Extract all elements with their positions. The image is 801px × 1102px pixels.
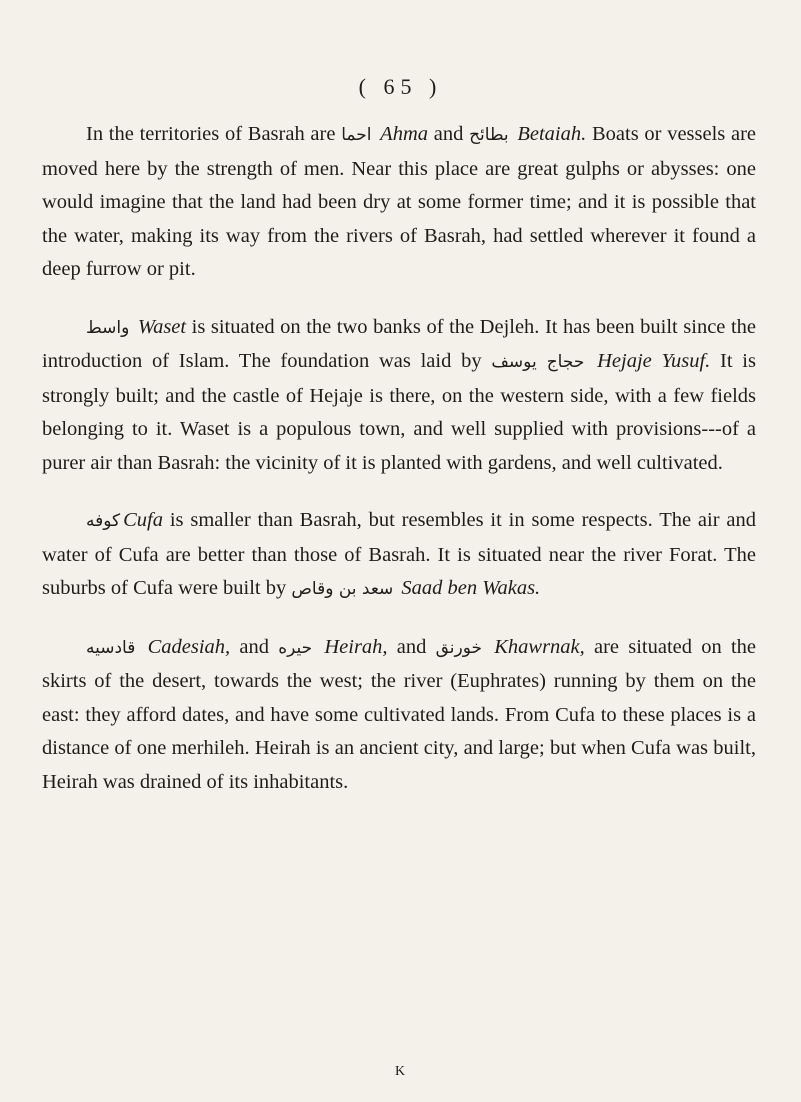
place-name-betaiah: Betaiah.	[517, 123, 587, 145]
text-run: and	[428, 123, 470, 145]
text-run: is smaller than Basrah, but resembles it in some respects. The air and water of Cufa are better than those of Basrah. It is situated near the river Forat. The suburbs of Cufa were built by	[42, 509, 756, 599]
paragraph-basrah-territories	[42, 118, 756, 287]
text-run: It is strongly built; and the castle of Hejaje is there, on the western side, with a few fields belonging to it. Waset is a populous town, and well supplied with provisions---of a purer air than Basrah: the vicinity of it is planted with gardens, and well cultivated.	[42, 350, 756, 474]
paragraph-waset	[42, 311, 756, 481]
arabic-name-heirah: حيره	[278, 637, 313, 658]
signature-mark: K	[394, 1064, 407, 1079]
text-run: are situated on the skirts of the desert, towards the west; the river (Euphrates) running by them on the east: they afford dates, and have some cultivated lands. From Cufa to these places is a distance of one merhileh. Heirah is an ancient city, and large; but when Cufa was built, Heirah was drained of its inhabitants.	[42, 635, 756, 793]
place-name-cufa: Cufa	[123, 509, 163, 531]
arabic-name-cufa: كوفه	[86, 511, 121, 531]
place-name-khawrnak: Khawrnak,	[494, 635, 585, 658]
person-name-hejaje-yusuf: Hejaje Yusuf.	[597, 350, 711, 372]
arabic-name-betaiah: بطائح	[469, 125, 509, 145]
place-name-cadesiah: Cadesiah,	[147, 635, 231, 658]
arabic-name-waset: واسط	[86, 317, 130, 338]
place-name-heirah: Heirah,	[324, 635, 388, 658]
person-name-saad-ben-wakas: Saad ben Wakas.	[401, 577, 541, 599]
arabic-name-ahma: احما	[341, 125, 372, 145]
text-run: is situated on the two banks of the Dejleh. It has been built since the introduction of Islam. The foundation was laid by	[42, 315, 756, 372]
body-text	[42, 118, 756, 799]
arabic-name-saad-ben-wakas: سعد بن وقاص	[291, 579, 394, 599]
paragraph-cadesiah	[42, 631, 756, 800]
paragraph-cufa	[42, 504, 756, 607]
text-run: In the territories of Basrah are	[86, 123, 342, 145]
text-run: and	[387, 635, 436, 658]
arabic-name-khawrnak: خورنق	[435, 637, 483, 658]
text-run: and	[230, 635, 279, 658]
text-run: Boats or vessels are moved here by the strength of men. Near this place are great gulphs or abysses: one would imagine that the land had been dry at some former time; and it is possible that the water, making its way from the rivers of Basrah, had settled wherever it found a deep furrow or pit.	[42, 123, 757, 280]
arabic-name-hejaje-yusuf: حجاج يوسف	[491, 352, 585, 372]
place-name-ahma: Ahma	[380, 123, 428, 145]
arabic-name-cadesiah: قادسيه	[86, 637, 136, 658]
page-number: ( 65 )	[358, 74, 443, 99]
place-name-waset: Waset	[137, 315, 187, 338]
